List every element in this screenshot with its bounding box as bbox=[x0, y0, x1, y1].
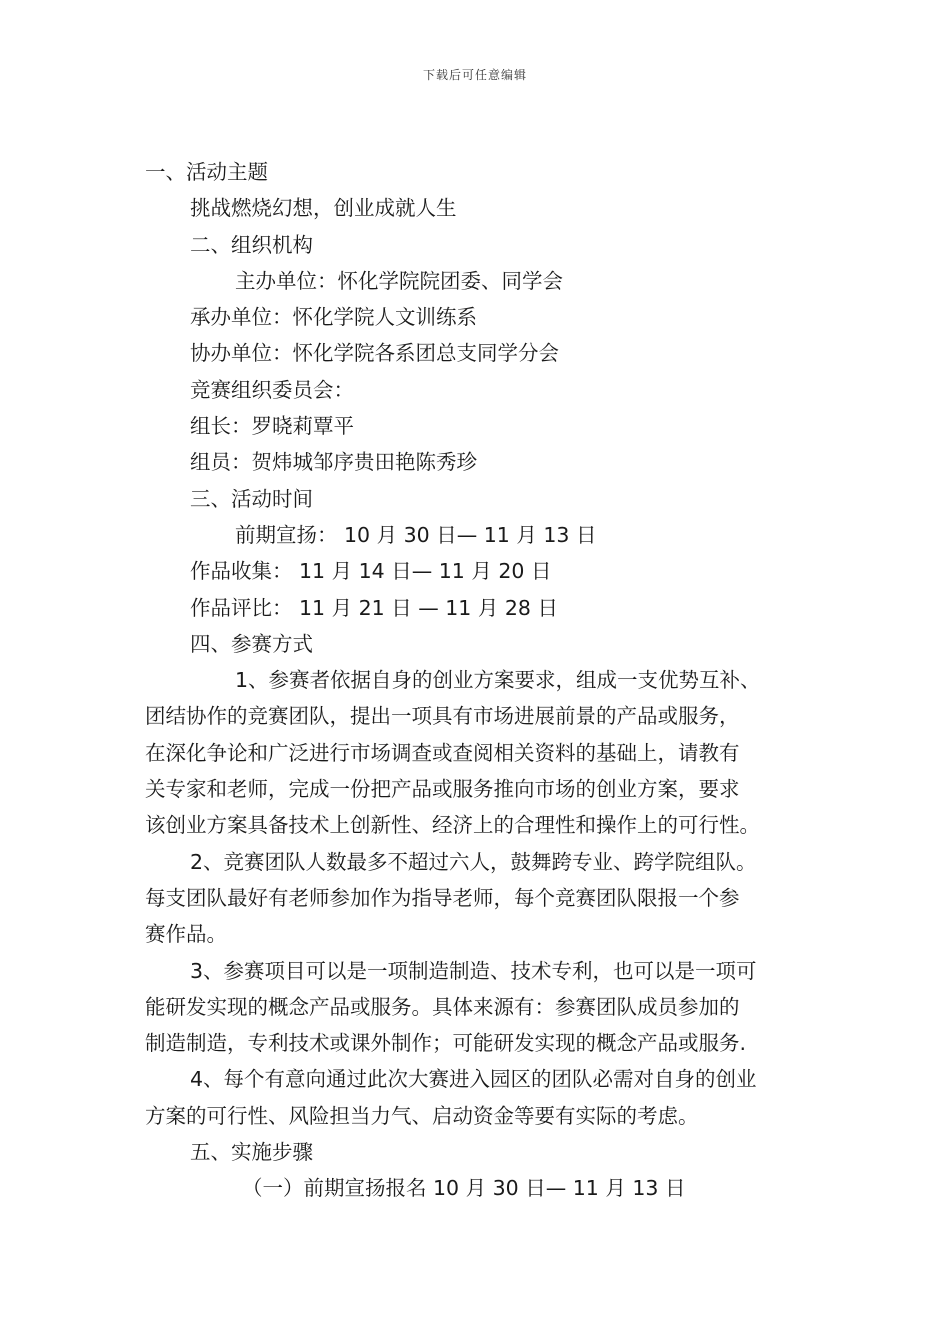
paragraph-line: 团结协作的竞赛团队，提出一项具有市场进展前景的产品或服务， bbox=[145, 704, 740, 729]
committee-leaders: 组长：罗晓莉覃平 bbox=[190, 414, 354, 439]
committee-label: 竞赛组织委员会： bbox=[190, 377, 354, 402]
document-body bbox=[145, 154, 815, 1207]
paragraph-line: 在深化争论和广泛进行市场调查或查阅相关资料的基础上，请教有 bbox=[145, 740, 740, 765]
time-collection: 作品收集： 11 月 14 日— 11 月 20 日 bbox=[190, 559, 552, 584]
paragraph-line: 方案的可行性、风险担当力气、启动资金等要有实际的考虑。 bbox=[145, 1103, 699, 1128]
paragraph-line: 4、每个有意向通过此次大赛进入园区的团队必需对自身的创业 bbox=[190, 1067, 757, 1092]
page-header: 下载后可任意编辑 bbox=[422, 68, 527, 82]
paragraph-line: 3、参赛项目可以是一项制造制造、技术专利，也可以是一项可 bbox=[190, 958, 757, 983]
theme-text: 挑战燃烧幻想，创业成就人生 bbox=[190, 196, 457, 221]
section-heading-time: 三、活动时间 bbox=[190, 486, 313, 511]
time-evaluation: 作品评比： 11 月 21 日 — 11 月 28 日 bbox=[190, 595, 558, 620]
section-heading-steps: 五、实施步骤 bbox=[190, 1140, 313, 1165]
paragraph-line: 能研发实现的概念产品或服务。具体来源有：参赛团队成员参加的 bbox=[145, 994, 740, 1019]
paragraph-line: 该创业方案具备技术上创新性、经济上的合理性和操作上的可行性。 bbox=[145, 813, 760, 838]
paragraph-line: 每支团队最好有老师参加作为指导老师，每个竞赛团队限报一个参 bbox=[145, 885, 740, 910]
paragraph-line: 2、竞赛团队人数最多不超过六人，鼓舞跨专业、跨学院组队。 bbox=[190, 849, 757, 874]
co-organizer-unit: 协办单位：怀化学院各系团总支同学分会 bbox=[190, 341, 559, 366]
paragraph-line: 关专家和老师，完成一份把产品或服务推向市场的创业方案，要求 bbox=[145, 777, 740, 802]
time-promotion: 前期宣扬： 10 月 30 日— 11 月 13 日 bbox=[235, 522, 597, 547]
paragraph-line: 赛作品。 bbox=[145, 922, 227, 947]
section-heading-theme: 一、活动主题 bbox=[145, 160, 268, 184]
section-heading-organization: 二、组织机构 bbox=[190, 232, 313, 257]
paragraph-line: 制造制造，专利技术或课外制作；可能研发实现的概念产品或服务. bbox=[145, 1031, 747, 1056]
step-promotion-registration: （一）前期宣扬报名 10 月 30 日— 11 月 13 日 bbox=[242, 1176, 686, 1201]
host-unit: 主办单位：怀化学院院团委、同学会 bbox=[235, 268, 563, 293]
section-heading-method: 四、参赛方式 bbox=[190, 631, 313, 656]
organizer-unit: 承办单位：怀化学院人文训练系 bbox=[190, 305, 477, 330]
committee-members: 组员：贺炜城邹序贵田艳陈秀珍 bbox=[190, 450, 477, 475]
paragraph-line: 1、参赛者依据自身的创业方案要求，组成一支优势互补、 bbox=[235, 668, 761, 693]
